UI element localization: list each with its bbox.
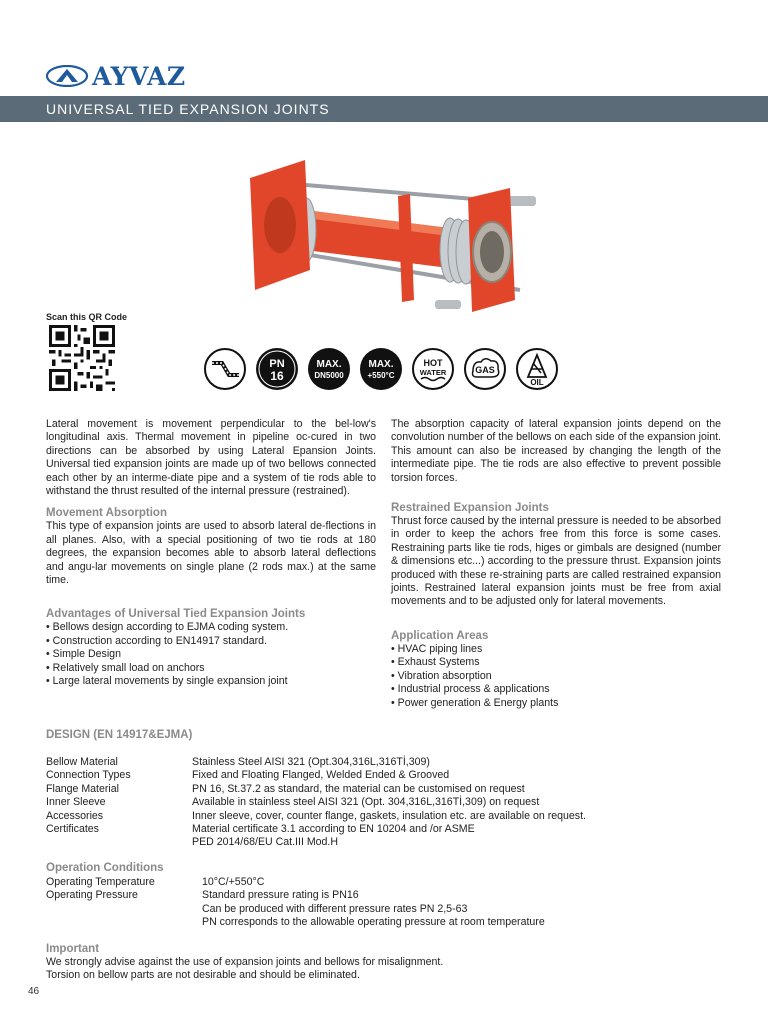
table-row: Flange Material PN 16, St.37.2 as standard, the material can be customised on request [46, 782, 525, 795]
svg-text:WATER: WATER [419, 368, 447, 377]
important-line-2: Torsion on bellow parts are not desirable and should be eliminated. [46, 969, 360, 982]
operation-heading: Operation Conditions [46, 862, 164, 874]
list-item: • Vibration absorption [391, 670, 721, 683]
hot-water-icon [411, 347, 455, 391]
restrained-text: Thrust force caused by the internal pressure is needed to be absorbed in order to keep the achors free from this force is some cases. Restraining parts like tie rods, higes or gimbals are designed (number & dimensions etc...) according to the pressure thrust. Expansion joints produced with these re-straining parts are called restrained expansion joints. Restrained lateral expansion joints must be free from axial movements and to be adjusted only for lateral movements. [391, 515, 721, 608]
svg-text:HOT: HOT [423, 358, 443, 368]
advantages-list [46, 621, 376, 688]
brand-name: AYVAZ [92, 61, 186, 91]
svg-text:DN5000: DN5000 [314, 371, 344, 380]
application-heading: Application Areas [391, 629, 489, 642]
list-item: • Bellows design according to EJMA coding system. [46, 621, 376, 634]
qr-code-icon[interactable] [47, 325, 117, 391]
list-item: • Simple Design [46, 648, 376, 661]
list-item: • Relatively small load on anchors [46, 662, 376, 675]
svg-text:+550°C: +550°C [367, 371, 395, 380]
feature-icons [203, 347, 559, 391]
expansion-joint-image [210, 150, 550, 330]
design-heading: DESIGN (EN 14917&EJMA) [46, 729, 193, 741]
qr-label: Scan this QR Code [46, 312, 128, 322]
table-row: Operating Pressure Standard pressure rating is PN16 [46, 889, 359, 902]
table-row: Bellow Material Stainless Steel AISI 321 (Opt.304,316L,316Tİ,309) [46, 756, 430, 768]
svg-text:MAX.: MAX. [368, 359, 394, 370]
table-row: Can be produced with different pressure rates PN 2,5-63 [202, 902, 468, 915]
gas-icon [463, 347, 507, 391]
lateral-movement-icon [203, 347, 247, 391]
restrained-heading: Restrained Expansion Joints [391, 502, 549, 515]
important-line-1: We strongly advise against the use of expansion joints and bellows for misalignment. [46, 956, 444, 968]
table-row: Operating Temperature 10°C/+550°C [46, 876, 265, 888]
capacity-text: The absorption capacity of lateral expansion joints depend on the convolution number of the bellows on each side of the expansion joint. This amount can also be increased by changing the length of the intermediate pipe. The tie rods are also effective to prevent possible torsion forces. [391, 418, 721, 484]
table-row: Accessories Inner sleeve, cover, counter flange, gaskets, insulation etc. are available on request. [46, 809, 586, 822]
table-row: Inner Sleeve Available in stainless steel AISI 321 (Opt. 304,316L,316Tİ,309) on request [46, 796, 540, 809]
application-list [391, 643, 721, 710]
svg-text:OIL: OIL [530, 378, 544, 387]
ayvaz-logo-icon [46, 65, 88, 87]
list-item: • HVAC piping lines [391, 643, 721, 656]
svg-text:16: 16 [270, 369, 284, 383]
list-item: • Industrial process & applications [391, 683, 721, 696]
page-title: UNIVERSAL TIED EXPANSION JOINTS [0, 96, 768, 122]
table-row: Connection Types Fixed and Floating Flanged, Welded Ended & Grooved [46, 769, 450, 782]
operation-table [46, 876, 545, 930]
advantages-heading: Advantages of Universal Tied Expansion Joints [46, 608, 306, 621]
intro-text: Lateral movement is movement perpendicular to the bel-low's longitudinal axis. Thermal movement in pipeline oc-cured in two directions can be absorbed by using Lateral Epansion Joints. Universal tied expansion joints are made up of two bellows connected each other by an interme-diate pipe and a system of tie rods able to withstand the thrust resulted of the internal pressure (restrained). [46, 418, 376, 498]
svg-text:MAX.: MAX. [316, 359, 342, 370]
company-logo [46, 62, 186, 90]
movement-heading: Movement Absorption [46, 507, 167, 520]
max-dn5000-icon [307, 347, 351, 391]
svg-text:PN: PN [269, 358, 285, 370]
important-section [46, 942, 726, 983]
table-row: Certificates Material certificate 3.1 according to EN 10204 and /or ASME [46, 823, 475, 836]
table-row: PED 2014/68/EU Cat.III Mod.H [192, 836, 339, 849]
list-item: • Large lateral movements by single expansion joint [46, 675, 376, 688]
table-row: PN corresponds to the allowable operating pressure at room temperature [202, 916, 545, 929]
list-item: • Exhaust Systems [391, 656, 721, 669]
design-table [46, 756, 586, 850]
list-item: • Construction according to EN14917 standard. [46, 635, 376, 648]
oil-icon [515, 347, 559, 391]
movement-text: This type of expansion joints are used to absorb lateral de-flections in all planes. Also, with a special positioning of two tie rods at 180 degrees, the expansion becomes able to absorb lateral deflections and angu-lar movements on single plane (2 rods max.) at the same time. [46, 520, 376, 587]
important-heading: Important [46, 943, 100, 955]
pn16-icon [255, 347, 299, 391]
svg-text:GAS: GAS [475, 365, 495, 375]
list-item: • Power generation & Energy plants [391, 697, 721, 710]
left-column [46, 418, 376, 689]
right-column [391, 418, 721, 710]
page-number: 46 [28, 986, 40, 997]
max-temp-icon [359, 347, 403, 391]
